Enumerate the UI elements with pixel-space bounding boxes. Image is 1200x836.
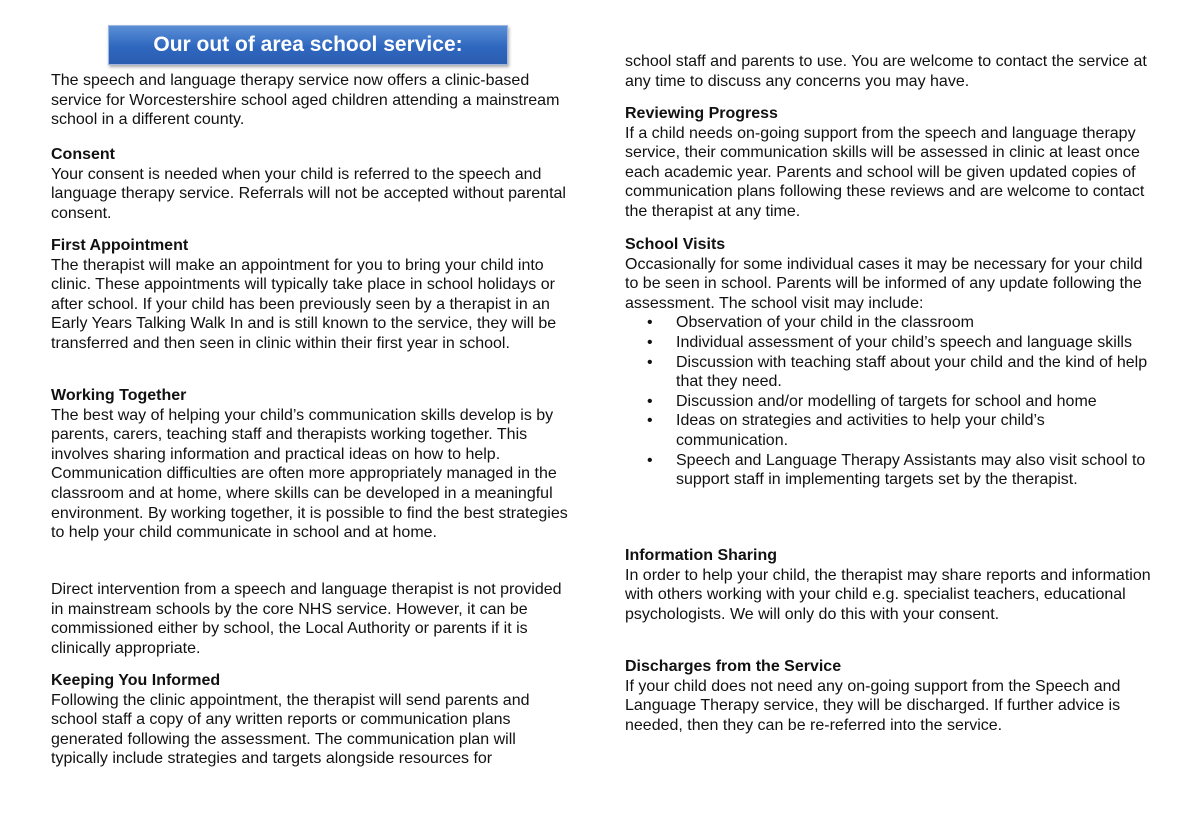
first-appointment-heading: First Appointment — [51, 237, 189, 254]
list-item: • Speech and Language Therapy Assistants may also visit school to support staff in implementing targets set by the therapist. — [625, 451, 1160, 490]
first-appointment-section — [51, 236, 576, 354]
keeping-informed-body: Following the clinic appointment, the therapist will send parents and school staff a copy of any written reports or communication plans generated following the assessment. The communication plan will typically include strategies and targets alongside resources for — [51, 691, 530, 768]
direct-intervention-paragraph: Direct intervention from a speech and language therapist is not provided in mainstream schools by the core NHS service. However, it can be commissioned either by school, the Local Authority or parents if it is clinically appropriate. — [51, 581, 562, 657]
reviewing-progress-section — [625, 104, 1160, 222]
list-item: • Observation of your child in the classroom — [625, 313, 1160, 333]
school-visits-section — [625, 235, 1160, 490]
list-item: • Discussion with teaching staff about your child and the kind of help that they need. — [625, 353, 1160, 392]
working-together-section — [51, 386, 576, 543]
banner-title: Our out of area school service: — [153, 33, 463, 56]
section-banner — [108, 25, 508, 65]
discharges-heading: Discharges from the Service — [625, 658, 842, 675]
working-together-heading: Working Together — [51, 387, 187, 404]
reviewing-progress-body: If a child needs on-going support from the speech and language therapy service, their communication skills will be assessed in clinic at least once each academic year. Parents and school will be given updated copies of communication plans following these reviews and are welcome to contact the therapist at any time. — [625, 124, 1145, 220]
working-together-body: The best way of helping your child’s communication skills develop is by parents, carers, teaching staff and therapists working together. This involves sharing information and practical ideas on how to help. Communication difficulties are often more appropriately managed in the classroom and at home, where skills can be developed in a meaningful environment. By working together, it is possible to find the best strategies to help your child communicate in school and at home. — [51, 406, 568, 542]
information-sharing-body: In order to help your child, the therapist may share reports and information with others working with your child e.g. specialist teachers, educational psychologists. We will only do this with your consent. — [625, 566, 1151, 623]
list-item: • Discussion and/or modelling of targets for school and home — [625, 392, 1160, 412]
reviewing-progress-heading: Reviewing Progress — [625, 105, 778, 122]
consent-body: Your consent is needed when your child is referred to the speech and language therapy service. Referrals will not be accepted without parental consent. — [51, 165, 566, 222]
discharges-body: If your child does not need any on-going support from the Speech and Language Therapy service, they will be discharged. If further advice is needed, then they can be re-referred into the service. — [625, 677, 1121, 734]
consent-heading: Consent — [51, 146, 115, 163]
list-item: • Individual assessment of your child’s speech and language skills — [625, 333, 1160, 353]
keeping-informed-heading: Keeping You Informed — [51, 672, 221, 689]
information-sharing-heading: Information Sharing — [625, 547, 777, 564]
keeping-informed-section — [51, 671, 576, 769]
list-item: • Ideas on strategies and activities to help your child’s communication. — [625, 411, 1160, 450]
information-sharing-section — [625, 546, 1160, 624]
first-appointment-body: The therapist will make an appointment for you to bring your child into clinic. These appointments will typically take place in school holidays or after school. If your child has been previously seen by a therapist in an Early Years Talking Walk In and is still known to the service, they will be transferred and then seen in clinic within their first year in school. — [51, 256, 557, 352]
intro-paragraph: The speech and language therapy service now offers a clinic-based service for Worcestershire school aged children attending a mainstream school in a different county. — [51, 72, 560, 129]
school-visits-heading: School Visits — [625, 236, 726, 253]
school-visits-body: Occasionally for some individual cases it may be necessary for your child to be seen in school. Parents will be informed of any update following the assessment. The school visit may include: — [625, 255, 1143, 312]
discharges-section — [625, 657, 1160, 735]
consent-section — [51, 145, 576, 223]
school-visits-list — [625, 313, 1160, 489]
continued-paragraph: school staff and parents to use. You are welcome to contact the service at any time to discuss any concerns you may have. — [625, 53, 1147, 90]
